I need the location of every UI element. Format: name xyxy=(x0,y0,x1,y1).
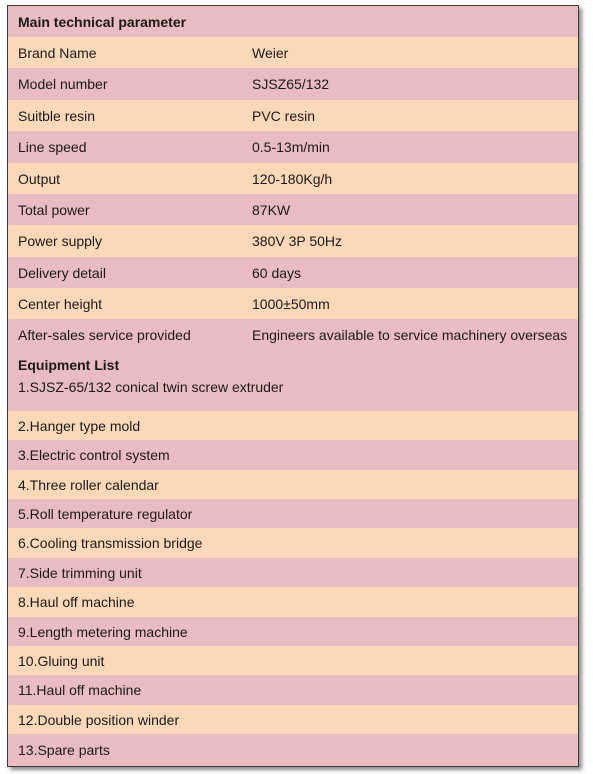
equipment-item: 13.Spare parts xyxy=(18,742,110,758)
param-label: Total power xyxy=(18,201,90,218)
list-item xyxy=(8,528,578,558)
table-row xyxy=(8,319,578,351)
table-row xyxy=(8,100,578,131)
equipment-item: 7.Side trimming unit xyxy=(18,564,142,581)
params-header-row xyxy=(8,6,578,37)
equipment-item: 11.Haul off machine xyxy=(18,682,142,698)
list-item xyxy=(8,440,578,470)
list-item xyxy=(8,705,578,734)
equipment-item: 12.Double position winder xyxy=(18,711,180,728)
list-item xyxy=(8,499,578,528)
param-label: After-sales service provided xyxy=(18,327,191,343)
equipment-item: 6.Cooling transmission bridge xyxy=(18,535,203,551)
param-label: Line speed xyxy=(18,139,87,155)
param-label: Power supply xyxy=(18,233,103,249)
table-row xyxy=(8,131,578,163)
equipment-item: 3.Electric control system xyxy=(18,447,170,463)
param-value: 380V 3P 50Hz xyxy=(252,233,343,249)
list-item xyxy=(8,646,578,675)
list-item xyxy=(8,558,578,587)
param-value: 1000±50mm xyxy=(252,295,330,312)
param-value: PVC resin xyxy=(252,107,316,124)
equipment-item: 9.Length metering machine xyxy=(18,623,188,640)
param-label: Brand Name xyxy=(18,44,97,61)
spec-table xyxy=(7,5,579,767)
param-label: Center height xyxy=(18,295,103,312)
equipment-item: 4.Three roller calendar xyxy=(18,476,159,493)
table-row xyxy=(8,194,578,225)
equipment-item: 2.Hanger type mold xyxy=(18,417,141,434)
list-item xyxy=(8,734,578,766)
param-value: 0.5-13m/min xyxy=(252,139,330,155)
table-row xyxy=(8,37,578,68)
param-label: Delivery detail xyxy=(18,264,106,281)
table-row xyxy=(8,68,578,100)
equipment-item: 10.Gluing unit xyxy=(18,652,105,669)
list-item xyxy=(8,411,578,440)
list-item xyxy=(8,617,578,646)
param-label: Suitble resin xyxy=(18,107,96,124)
param-value: 120-180Kg/h xyxy=(252,170,333,187)
list-item xyxy=(8,375,578,411)
list-item xyxy=(8,587,578,617)
table-row xyxy=(8,163,578,194)
param-label: Model number xyxy=(18,76,108,92)
list-item xyxy=(8,675,578,705)
param-value: 87KW xyxy=(252,201,291,218)
param-value: 60 days xyxy=(252,264,302,281)
equipment-header: Equipment List xyxy=(18,357,120,373)
equipment-item: 8.Haul off machine xyxy=(18,594,135,610)
equipment-header-row xyxy=(8,351,578,375)
param-value: SJSZ65/132 xyxy=(252,76,330,92)
equipment-item: 5.Roll temperature regulator xyxy=(18,505,193,522)
table-row xyxy=(8,257,578,288)
param-value: Weier xyxy=(252,44,289,61)
equipment-item: 1.SJSZ-65/132 conical twin screw extruder xyxy=(18,379,284,395)
table-row xyxy=(8,225,578,257)
params-header: Main technical parameter xyxy=(18,13,187,30)
list-item xyxy=(8,470,578,499)
param-label: Output xyxy=(18,170,61,187)
table-row xyxy=(8,288,578,319)
param-value: Engineers available to service machinery overseas xyxy=(252,327,568,343)
